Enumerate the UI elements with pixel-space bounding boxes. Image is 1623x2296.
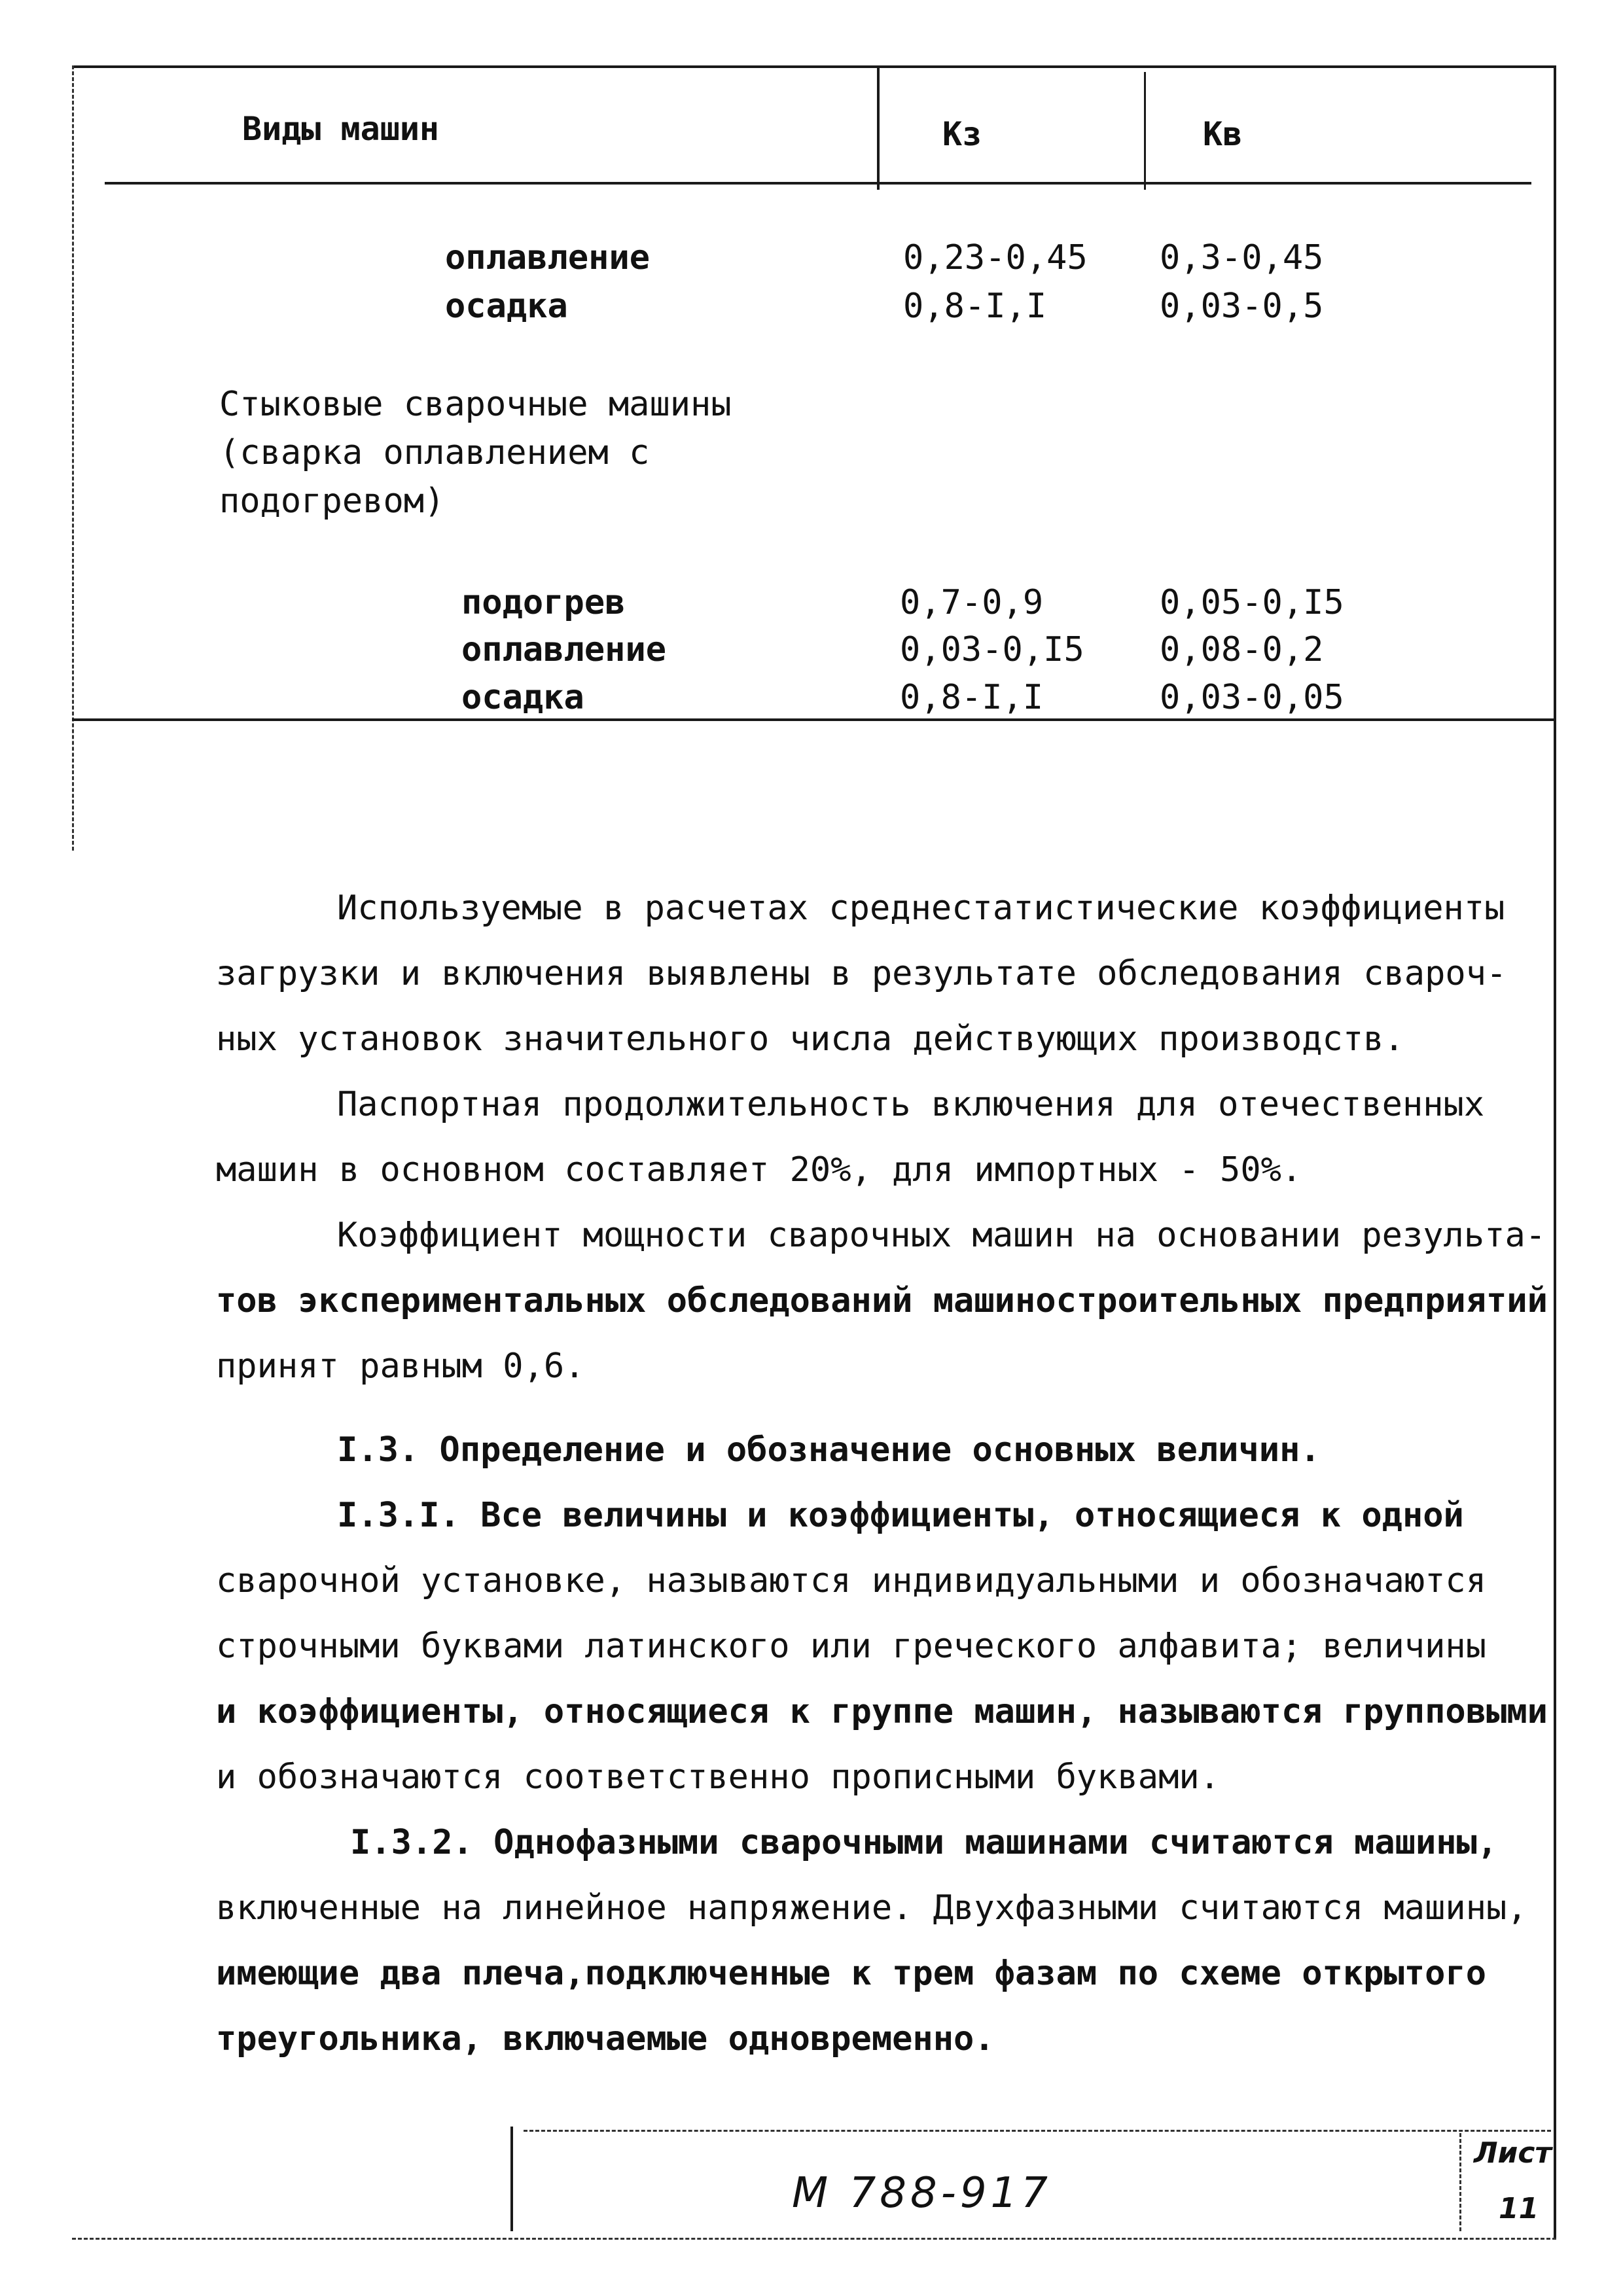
table-row-kv: 0,08-0,2 xyxy=(1160,630,1324,669)
table-row-name: подогрев xyxy=(461,583,626,622)
paragraph-line: включенные на линейное напряжение. Двухфазными считаются машины, xyxy=(216,1888,1527,1928)
paragraph-line: строчными буквами латинского или греческого алфавита; величины xyxy=(216,1627,1487,1666)
stamp-left-line xyxy=(510,2127,513,2231)
table-col-divider-2 xyxy=(1144,72,1146,190)
stamp-sheet-divider xyxy=(1459,2133,1461,2231)
table-row-kv: 0,03-0,5 xyxy=(1160,287,1324,326)
frame-right-line xyxy=(1554,65,1556,2238)
table-header-kv: Кв xyxy=(1203,115,1243,153)
document-code: М 788-917 xyxy=(792,2169,1052,2217)
paragraph-line: и коэффициенты, относящиеся к группе машин, называются групповыми xyxy=(216,1692,1548,1731)
paragraph-line: Паспортная продолжительность включения для отечественных xyxy=(337,1085,1485,1124)
table-row-name: осадка xyxy=(445,287,568,326)
table-group-title: Стыковые сварочные машины xyxy=(219,385,732,424)
paragraph-line: I.3.I. Все величины и коэффициенты, относящиеся к одной xyxy=(337,1496,1464,1535)
paragraph-line: сварочной установке, называются индивидуальными и обозначаются xyxy=(216,1561,1487,1600)
stamp-top-dashed xyxy=(524,2130,1551,2132)
table-row-kv: 0,05-0,I5 xyxy=(1160,583,1344,622)
paragraph-line: принят равным 0,6. xyxy=(216,1347,585,1386)
table-header-machine-types: Виды машин xyxy=(242,110,440,148)
table-row-kz: 0,23-0,45 xyxy=(903,238,1088,277)
table-group-title: (сварка оплавлением с xyxy=(219,433,650,472)
frame-left-dashed xyxy=(72,65,74,851)
sheet-number: 11 xyxy=(1499,2192,1539,2225)
paragraph-line: машин в основном составляет 20%, для импортных - 50%. xyxy=(216,1150,1302,1190)
table-row-kz: 0,8-I,I xyxy=(903,287,1047,326)
table-header-line xyxy=(105,182,1531,185)
paragraph-line: Коэффициент мощности сварочных машин на основании результа- xyxy=(337,1216,1546,1255)
paragraph-line: и обозначаются соответственно прописными буквами. xyxy=(216,1757,1221,1797)
paragraph-line: загрузки и включения выявлены в результате обследования свароч- xyxy=(216,954,1507,993)
sheet-label: Лист xyxy=(1474,2136,1552,2170)
table-group-title: подогревом) xyxy=(219,482,445,521)
table-row-name: осадка xyxy=(461,678,584,717)
table-row-kv: 0,3-0,45 xyxy=(1160,238,1324,277)
paragraph-line: имеющие два плеча,подключенные к трем фазам по схеме открытого xyxy=(216,1954,1487,1993)
table-row-kz: 0,03-0,I5 xyxy=(900,630,1084,669)
table-row-kv: 0,03-0,05 xyxy=(1160,678,1344,717)
paragraph-line: ных установок значительного числа действующих производств. xyxy=(216,1019,1404,1059)
section-heading: I.3. Определение и обозначение основных величин. xyxy=(337,1430,1321,1470)
table-row-kz: 0,7-0,9 xyxy=(900,583,1044,622)
paragraph-line: треугольника, включаемые одновременно. xyxy=(216,2019,995,2058)
table-row-name: оплавление xyxy=(445,238,651,277)
table-row-name: оплавление xyxy=(461,630,667,669)
table-header-kz: Кз xyxy=(942,115,982,153)
paragraph-line: тов экспериментальных обследований машиностроительных предприятий xyxy=(216,1281,1548,1320)
paragraph-line: I.3.2. Однофазными сварочными машинами считаются машины, xyxy=(350,1823,1498,1862)
table-row-kz: 0,8-I,I xyxy=(900,678,1044,717)
table-bottom-line xyxy=(72,718,1556,721)
table-col-divider-1 xyxy=(877,65,880,190)
paragraph-line: Используемые в расчетах среднестатистические коэффициенты xyxy=(337,889,1505,928)
page-bottom-dashed xyxy=(72,2238,1556,2240)
frame-top-line xyxy=(72,65,1556,68)
